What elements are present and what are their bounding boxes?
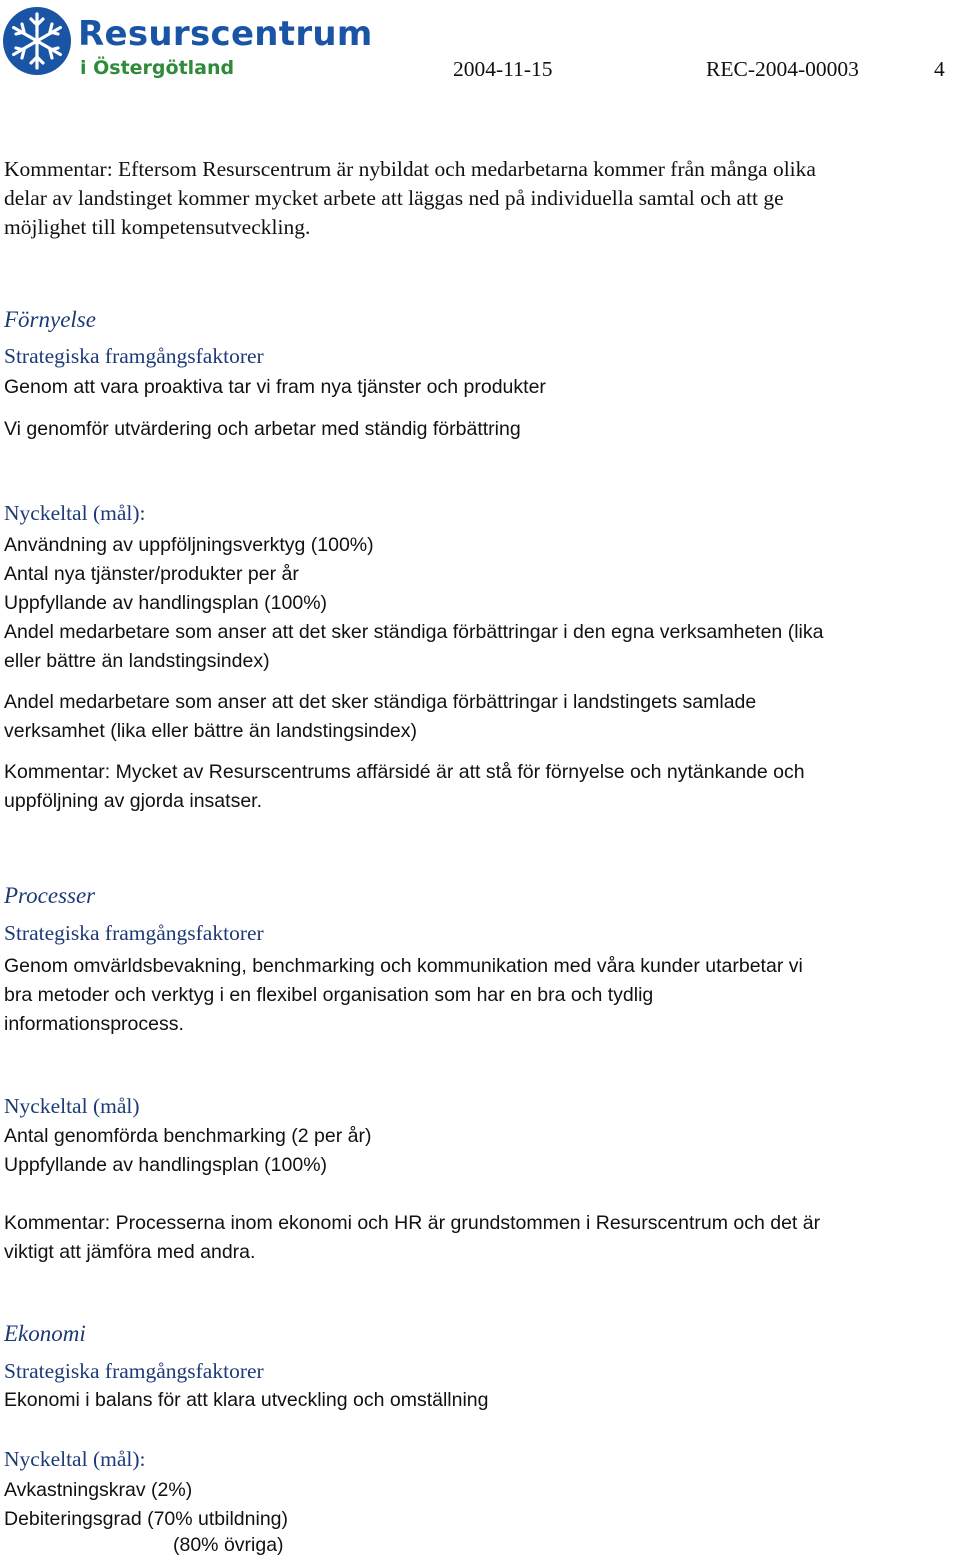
logo [2, 2, 374, 84]
text-line: informationsprocess. [4, 1013, 184, 1035]
kpi-list [4, 688, 756, 746]
kpi-list [4, 531, 823, 676]
kpi-item: Uppfyllande av handlingsplan (100%) [4, 1154, 328, 1176]
kpi-list [4, 1476, 288, 1534]
kpi-heading: Nyckeltal (mål) [4, 1094, 140, 1118]
factors-heading: Strategiska framgångsfaktorer [4, 1359, 264, 1383]
text-line: Kommentar: Processerna inom ekonomi och HR är grundstommen i Resurscentrum och det är [4, 1212, 821, 1234]
text-line: möjlighet till kompetensutveckling. [4, 215, 311, 239]
kpi-item: Debiteringsgrad (70% utbildning) [4, 1508, 288, 1530]
text-line: uppföljning av gjorda insatser. [4, 790, 263, 812]
snowflake-icon [2, 6, 72, 76]
kpi-item: eller bättre än landstingsindex) [4, 650, 270, 672]
kpi-item: Andel medarbetare som anser att det sker ständiga förbättringar i landstingets samlade [4, 691, 757, 713]
kpi-item: Avkastningskrav (2%) [4, 1479, 193, 1501]
kpi-item: Antal genomförda benchmarking (2 per år) [4, 1125, 372, 1147]
header-date: 2004-11-15 [453, 57, 553, 81]
section-comment [4, 758, 805, 816]
kpi-item: Antal nya tjänster/produkter per år [4, 563, 299, 585]
section-heading-ekonomi: Ekonomi [4, 1321, 86, 1346]
section-heading-processer: Processer [4, 883, 96, 908]
kpi-heading: Nyckeltal (mål): [4, 1447, 146, 1471]
text-line: Genom omvärldsbevakning, benchmarking och kommunikation med våra kunder utarbetar vi [4, 955, 803, 977]
text-line: Kommentar: Mycket av Resurscentrums affärsidé är att stå för förnyelse och nytänkande och [4, 761, 805, 783]
factor-text: Vi genomför utvärdering och arbetar med ständig förbättring [4, 418, 521, 440]
intro-comment [4, 155, 816, 242]
kpi-item-continuation: (80% övriga) [173, 1534, 284, 1556]
factors-heading: Strategiska framgångsfaktorer [4, 921, 264, 945]
logo-subtitle: i Östergötland [80, 57, 235, 79]
text-line: Kommentar: Eftersom Resurscentrum är nybildat och medarbetarna kommer från många olika [4, 157, 816, 181]
factor-text: Genom att vara proaktiva tar vi fram nya tjänster och produkter [4, 376, 546, 398]
text-line: bra metoder och verktyg i en flexibel organisation som har en bra och tydlig [4, 984, 654, 1006]
header-page-number: 4 [934, 57, 945, 81]
kpi-item: Uppfyllande av handlingsplan (100%) [4, 592, 328, 614]
factors-heading: Strategiska framgångsfaktorer [4, 344, 264, 368]
factor-text [4, 952, 803, 1039]
kpi-item: verksamhet (lika eller bättre än landstingsindex) [4, 720, 417, 742]
text-line: delar av landstinget kommer mycket arbete att läggas ned på individuella samtal och att ge [4, 186, 784, 210]
kpi-item: Andel medarbetare som anser att det sker ständiga förbättringar i den egna verksamheten (lika [4, 621, 824, 643]
logo-title: Resurscentrum [78, 14, 373, 54]
section-heading-fornyelse: Förnyelse [4, 307, 96, 332]
kpi-item: Användning av uppföljningsverktyg (100%) [4, 534, 374, 556]
text-line: viktigt att jämföra med andra. [4, 1241, 256, 1263]
factor-text: Ekonomi i balans för att klara utveckling och omställning [4, 1389, 489, 1411]
section-comment [4, 1209, 820, 1267]
kpi-heading: Nyckeltal (mål): [4, 501, 146, 525]
kpi-list [4, 1122, 371, 1180]
header-doc-id: REC-2004-00003 [706, 57, 859, 81]
